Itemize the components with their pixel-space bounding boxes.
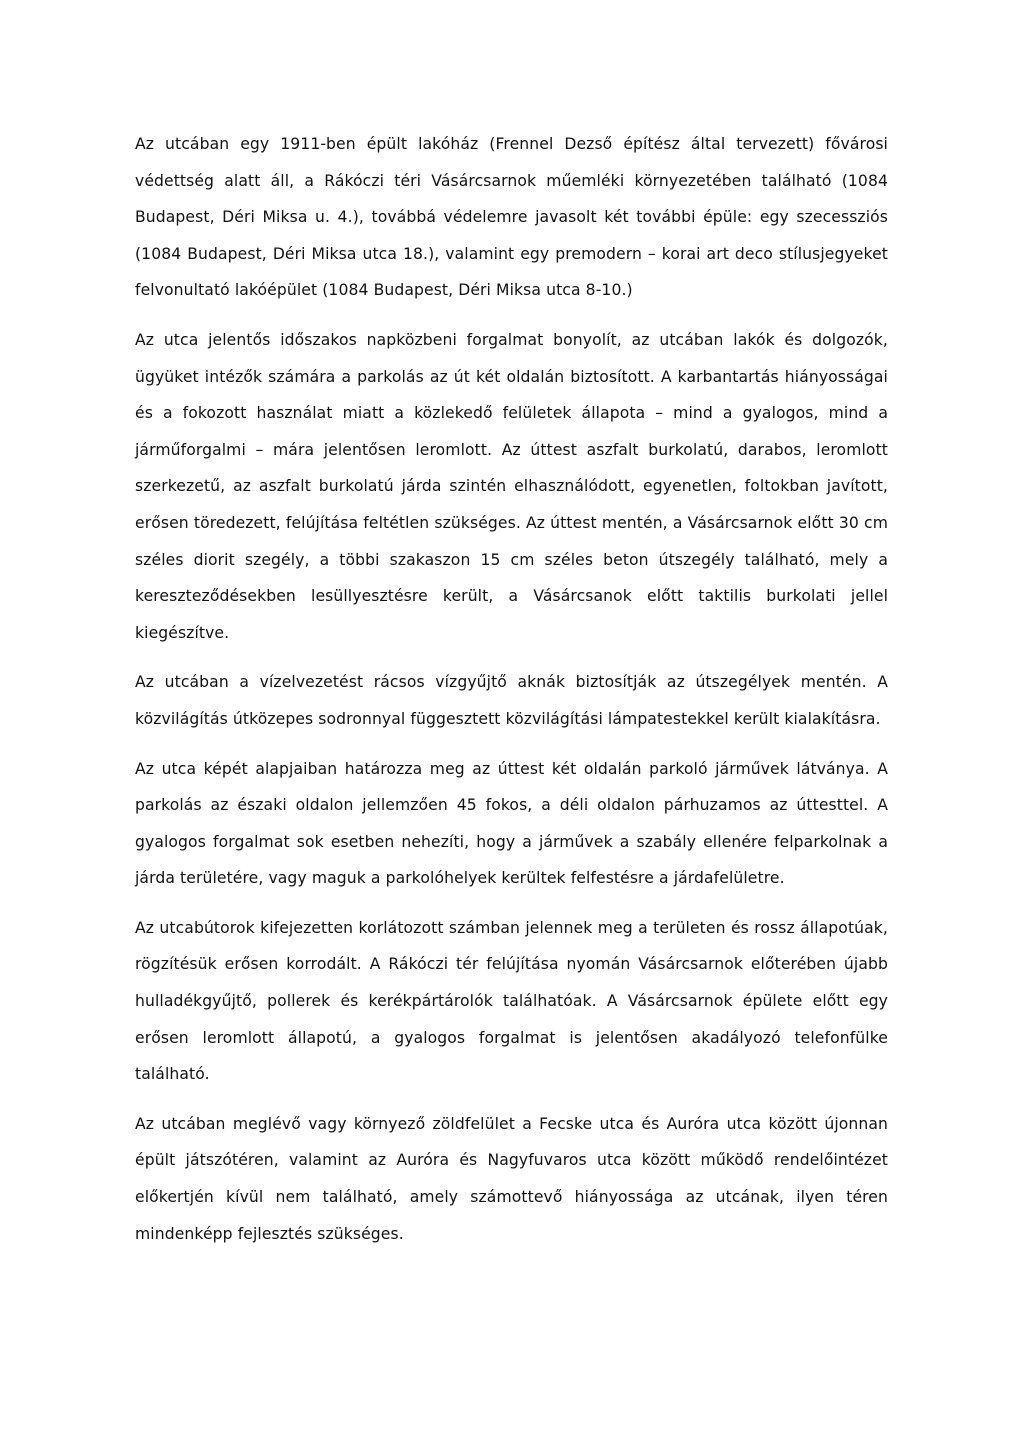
- paragraph-parking: Az utca képét alapjaiban határozza meg az úttest két oldalán parkoló járművek látványa. A parkolás az északi oldalon jellemzően 45 fokos, a déli oldalon párhuzamos az úttesttel. A gyalogos forgalmat sok esetben nehezíti, hogy a járművek a szabály ellenére felparkolnak a járda területére, vagy maguk a parkolóhelyek kerültek felfestésre a járdafelületre.: [135, 759, 888, 888]
- paragraph-traffic-and-surfaces: Az utca jelentős időszakos napközbeni forgalmat bonyolít, az utcában lakók és dolgozók, ügyüket intézők számára a parkolás az út két oldalán biztosított. A karbantartás hiányosságai és a fokozott használat miatt a közlekedő felületek állapota – mind a gyalogos, mind a járműforgalmi – mára jelentősen leromlott. Az úttest aszfalt burkolatú, darabos, leromlott szerkezetű, az aszfalt burkolatú járda szintén elhasználódott, egyenetlen, foltokban javított, erősen töredezett, felújítása feltétlen szükséges. Az úttest mentén, a Vásárcsarnok előtt 30 cm széles diorit szegély, a többi szakaszon 15 cm széles beton útszegély található, mely a kereszteződésekben lesüllyesztésre került, a Vásárcsanok előtt taktilis burkolati jellel kiegészítve.: [135, 330, 888, 642]
- paragraph-drainage-and-lighting: Az utcában a vízelvezetést rácsos vízgyűjtő aknák biztosítják az útszegélyek mentén. A közvilágítás útközepes sodronnyal függesztett közvilágítási lámpatestekkel került kialakításra.: [135, 673, 888, 728]
- paragraph-street-furniture: Az utcabútorok kifejezetten korlátozott számban jelennek meg a területen és rossz állapotúak, rögzítésük erősen korrodált. A Rákóczi tér felújítása nyomán Vásárcsarnok előterében újabb hulladékgyűjtő, pollerek és kerékpártárolók találhatóak. A Vásárcsarnok épülete előtt egy erősen leromlott állapotú, a gyalogos forgalmat is jelentősen akadályozó telefonfülke található.: [135, 918, 888, 1084]
- paragraph-green-areas: Az utcában meglévő vagy környező zöldfelület a Fecske utca és Auróra utca között újonnan épült játszótéren, valamint az Auróra és Nagyfuvaros utca között működő rendelőintézet előkertjén kívül nem található, amely számottevő hiányossága az utcának, ilyen téren mindenképp fejlesztés szükséges.: [135, 1114, 888, 1243]
- paragraph-protected-buildings: Az utcában egy 1911-ben épült lakóház (Frennel Dezső építész által tervezett) fővárosi védettség alatt áll, a Rákóczi téri Vásárcsarnok műemléki környezetében található (1084 Budapest, Déri Miksa u. 4.), továbbá védelemre javasolt két további épüle: egy szecessziós (1084 Budapest, Déri Miksa utca 18.), valamint egy premodern – korai art deco stílusjegyeket felvonultató lakóépület (1084 Budapest, Déri Miksa utca 8-10.): [135, 135, 888, 300]
